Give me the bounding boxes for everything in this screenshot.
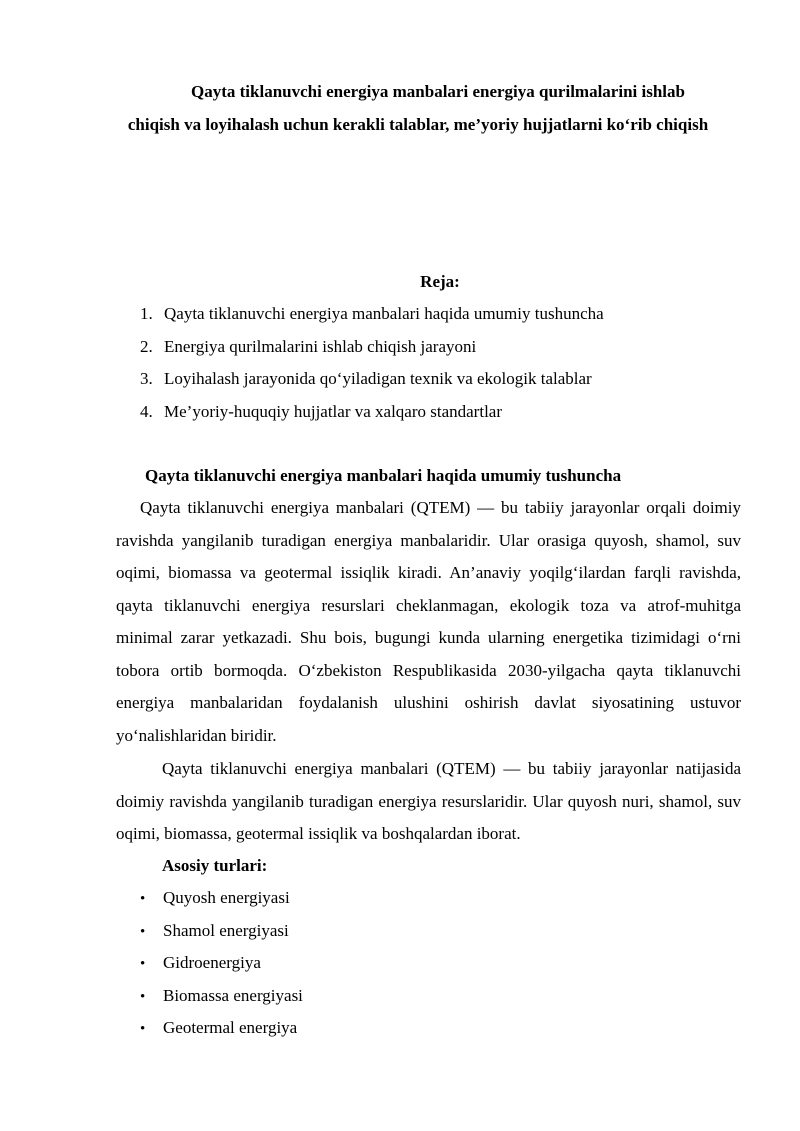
document-title-line1: Qayta tiklanuvchi energiya manbalari energiya qurilmalarini ishlab [191,82,685,101]
plan-item-text: Energiya qurilmalarini ishlab chiqish jarayoni [164,336,477,356]
plan-list [140,301,604,431]
bullet-icon: • [140,891,146,907]
types-list-item-text: Geotermal energiya [163,1018,298,1037]
body-paragraph-2: Qayta tiklanuvchi energiya manbalari (QTEM) — bu tabiiy jarayonlar natijasida doimiy ravishda yangilanib turadigan energiya resurslaridir. Ular quyosh nuri, shamol, suv oqimi, biomassa, geotermal issiqlik va boshqalardan iborat. [116,759,741,843]
types-list-item [140,980,303,1013]
types-list-item-text: Biomassa energiyasi [163,985,303,1005]
types-list-item [140,947,303,980]
bullet-icon: • [140,923,146,940]
types-list [140,882,303,1045]
section-heading: Qayta tiklanuvchi energiya manbalari haqida umumiy tushuncha [145,466,622,485]
plan-item-number: 4. [140,401,153,421]
types-list-item [140,915,303,948]
types-list-item-text: Quyosh energiyasi [163,888,290,907]
document-title-rest: chiqish va loyihalash uchun kerakli talablar, me’yoriy hujjatlarni ko‘rib chiqish [127,115,709,134]
plan-item-number: 3. [140,369,153,388]
bullet-icon: • [140,1021,146,1037]
plan-item-text: Qayta tiklanuvchi energiya manbalari haqida umumiy tushuncha [164,304,604,323]
plan-item [140,366,604,399]
bullet-icon: • [140,988,146,1005]
plan-item-text: Me’yoriy-huquqiy hujjatlar va xalqaro standartlar [164,401,502,421]
plan-item-number: 1. [140,304,153,323]
plan-item [140,399,604,432]
types-list-item [140,1012,303,1045]
plan-item-text: Loyihalash jarayonida qo‘yiladigan texnik va ekologik talablar [164,369,592,388]
document-title [118,75,718,141]
types-list-item [140,882,303,915]
plan-item [140,334,604,367]
plan-item-number: 2. [140,336,153,356]
plan-heading: Reja: [420,272,460,291]
types-heading: Asosiy turlari: [162,856,268,875]
types-list-item-text: Shamol energiyasi [163,920,289,940]
types-list-item-text: Gidroenergiya [163,953,261,972]
plan-item [140,301,604,334]
body-paragraph-1: Qayta tiklanuvchi energiya manbalari (QTEM) — bu tabiiy jarayonlar orqali doimiy ravishda yangilanib turadigan energiya manbalaridir. Ular orasiga quyosh, shamol, suv oqimi, biomassa va geotermal issiqlik kiradi. An’anaviy yoqilg‘ilardan farqli ravishda, qayta tiklanuvchi energiya resurslari cheklanmagan, ekologik toza va atrof-muhitga minimal zarar yetkazadi. Shu bois, bugungi kunda ularning energetika tizimidagi o‘rni tobora ortib bormoqda. O‘zbekiston Respublikasida 2030-yilgacha qayta tiklanuvchi energiya manbalaridan foydalanish ulushini oshirish davlat siyosatining ustuvor yo‘nalishlaridan biridir. [116,498,741,745]
bullet-icon: • [140,956,146,972]
